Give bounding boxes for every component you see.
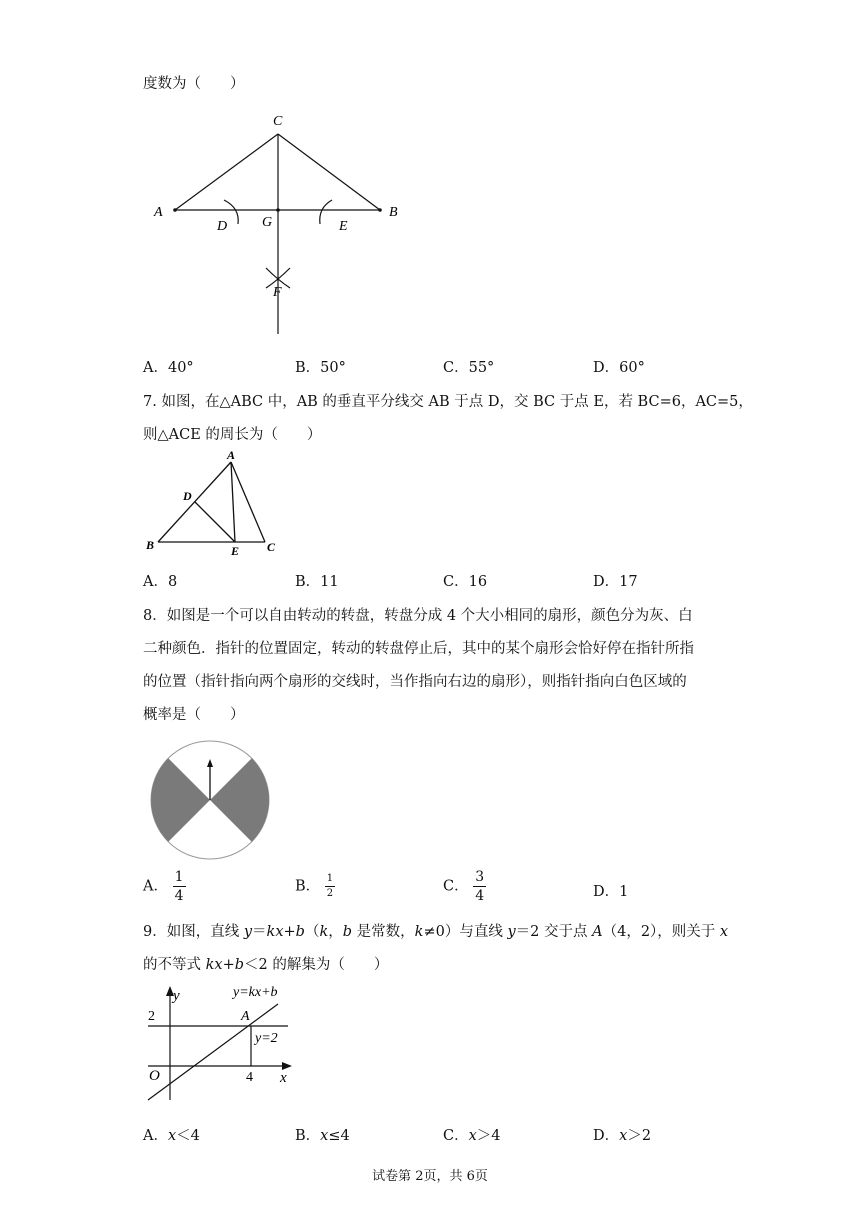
q6-label-e: E [339, 219, 348, 234]
q7-figure [140, 445, 290, 560]
q9-label-two: 2 [148, 1009, 155, 1024]
q9-option-a[interactable]: A．x＜4 [143, 1128, 200, 1144]
q6-label-f: F [273, 285, 282, 300]
q9-option-c[interactable]: C．x＞4 [443, 1128, 501, 1144]
page-footer: 试卷第 2页，共 6页 [372, 1169, 488, 1184]
q6-option-b[interactable]: B．50° [295, 360, 346, 376]
q7-label-b: B [146, 538, 155, 552]
q6-label-c: C [273, 114, 283, 129]
q6-label-d: D [217, 219, 228, 234]
q9-label-x-axis: x [280, 1070, 287, 1086]
q7-label-a: A [227, 448, 236, 462]
q9-label-four: 4 [246, 1070, 253, 1085]
q6-label-g: G [262, 215, 273, 230]
q8-spinner-figure [148, 738, 272, 862]
q9-label-point-a: A [241, 1009, 250, 1024]
q8-option-c[interactable]: C． $\frac{3}{4}$ [443, 869, 485, 904]
q9-label-y-axis: y [173, 988, 180, 1004]
q7-label-d: D [183, 489, 192, 503]
q7-label-e: E [231, 544, 240, 558]
q8-stem-line3: 的位置（指针指向两个扇形的交线时，当作指向右边的扇形），则指针指向白色区域的 [143, 674, 687, 690]
q8-option-a-fraction: $\frac{1}{4}$ [174, 869, 184, 904]
q6-tail-text: 度数为（ ） [143, 76, 245, 92]
q6-option-a[interactable]: A．40° [143, 360, 194, 376]
q9-label-origin: O [149, 1068, 160, 1084]
q8-stem-line4: 概率是（ ） [143, 707, 245, 723]
q6-label-b: B [389, 205, 398, 220]
q8-stem-line2: 二种颜色．指针的位置固定，转动的转盘停止后，其中的某个扇形会恰好停在指针所指 [143, 641, 694, 657]
q9-graph-figure [140, 980, 305, 1105]
q9-stem-line2: 的不等式 kx+b＜2 的解集为（ ） [143, 957, 389, 973]
q9-option-b[interactable]: B．x≤4 [295, 1128, 350, 1144]
q8-option-c-fraction: $\frac{3}{4}$ [475, 869, 485, 904]
q9-option-d[interactable]: D．x＞2 [593, 1128, 652, 1144]
q7-option-a[interactable]: A．8 [143, 574, 178, 590]
q7-option-c[interactable]: C．16 [443, 574, 488, 590]
q8-option-b[interactable]: B． $\frac{1}{2}$ [295, 873, 334, 899]
q6-option-d[interactable]: D．60° [593, 360, 645, 376]
q8-option-d[interactable]: D．1 [593, 884, 629, 900]
q7-label-c: C [267, 540, 276, 554]
q8-option-a[interactable]: A． $\frac{1}{4}$ [143, 869, 184, 904]
q7-stem-line1: 7. 如图，在△ABC 中，AB 的垂直平分线交 AB 于点 D，交 BC 于点 E，若 BC=6，AC=5， [143, 394, 753, 410]
q9-stem-line1: 9．如图，直线 y＝kx+b（k，b 是常数，k≠0）与直线 y＝2 交于点 A（4，2），则关于 x [143, 924, 729, 940]
q7-option-d[interactable]: D．17 [593, 574, 638, 590]
q6-figure [140, 108, 410, 340]
q9-label-line-kxb: y=kx+b [233, 985, 278, 1000]
q6-option-c[interactable]: C．55° [443, 360, 495, 376]
q9-label-line-y2: y=2 [255, 1031, 278, 1046]
q7-option-b[interactable]: B．11 [295, 574, 339, 590]
q8-stem-line1: 8．如图是一个可以自由转动的转盘，转盘分成 4 个大小相同的扇形，颜色分为灰、白 [143, 608, 693, 624]
q7-stem-line2: 则△ACE 的周长为（ ） [143, 427, 322, 443]
q6-label-a: A [154, 205, 163, 220]
q8-option-b-fraction: $\frac{1}{2}$ [326, 873, 334, 899]
